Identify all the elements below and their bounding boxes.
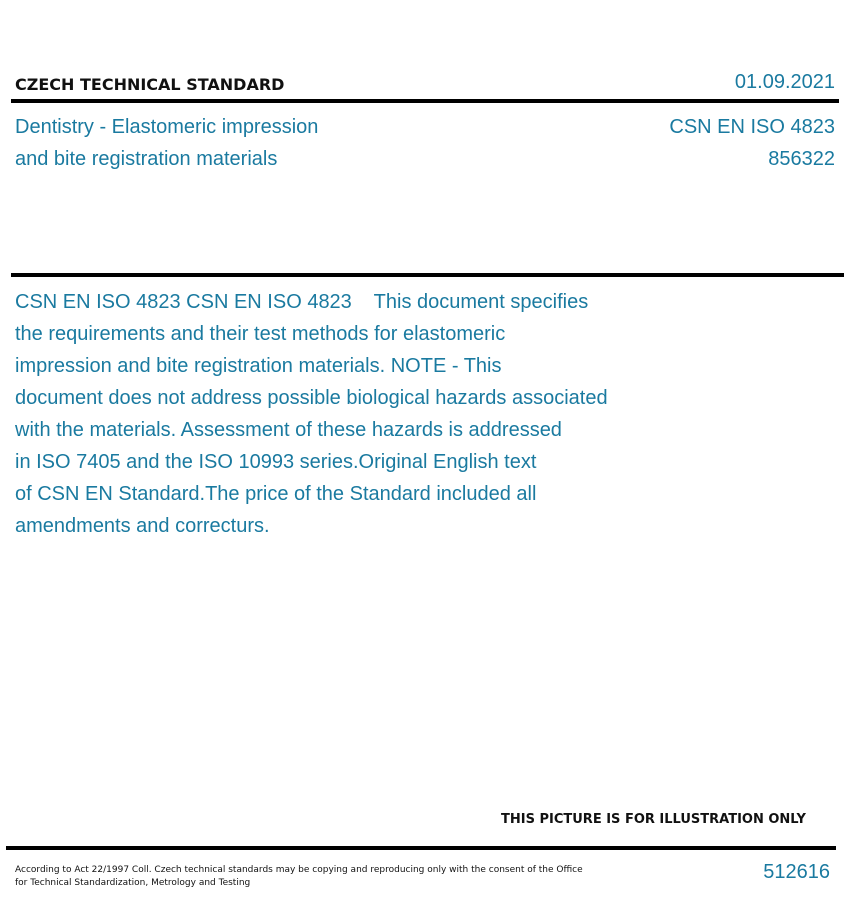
abstract-line: of CSN EN Standard.The price of the Standard included all <box>15 483 537 505</box>
classification-number: 856322 <box>768 148 835 170</box>
legal-notice-line-2: for Technical Standardization, Metrology and Testing <box>15 878 251 888</box>
abstract-line: impression and bite registration materials. NOTE - This <box>15 355 502 377</box>
standard-type-heading: CZECH TECHNICAL STANDARD <box>15 75 285 94</box>
abstract-line: CSN EN ISO 4823 CSN EN ISO 4823 This document specifies <box>15 291 589 313</box>
abstract-line: with the materials. Assessment of these hazards is addressed <box>15 419 562 441</box>
document-title-line-2: and bite registration materials <box>15 148 278 170</box>
title-divider <box>11 273 844 277</box>
standard-designation: CSN EN ISO 4823 <box>669 116 835 138</box>
illustration-disclaimer: THIS PICTURE IS FOR ILLUSTRATION ONLY <box>501 812 806 827</box>
footer-divider <box>6 846 836 850</box>
document-title-line-1: Dentistry - Elastomeric impression <box>15 116 319 138</box>
abstract-line: amendments and correcturs. <box>15 515 270 537</box>
publication-date: 01.09.2021 <box>734 71 835 93</box>
abstract-line: in ISO 7405 and the ISO 10993 series.Original English text <box>15 451 537 473</box>
legal-notice-line-1: According to Act 22/1997 Coll. Czech technical standards may be copying and reproducing only with the consent of the Office <box>15 865 583 875</box>
header-divider <box>11 99 839 103</box>
catalog-number: 512616 <box>763 861 830 883</box>
abstract-line: the requirements and their test methods for elastomeric <box>15 323 506 345</box>
abstract-line: document does not address possible biological hazards associated <box>15 387 608 409</box>
